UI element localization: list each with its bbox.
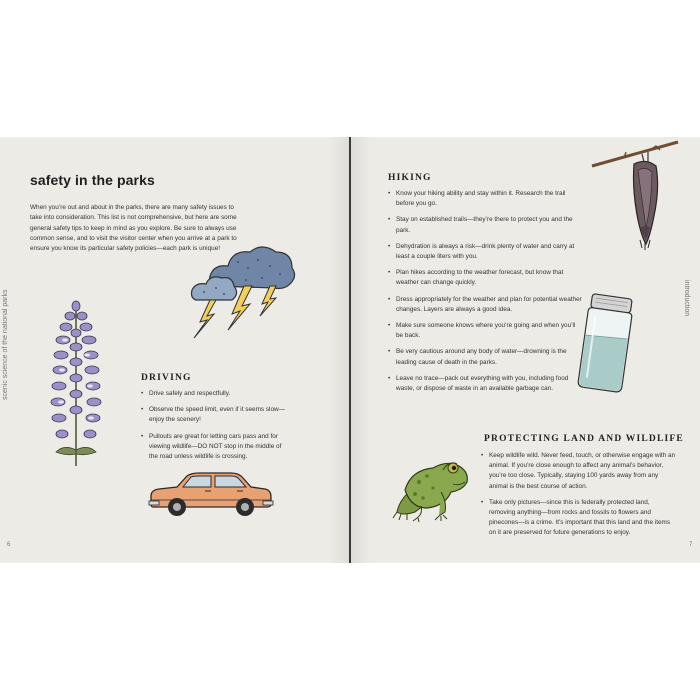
hiking-item: • Make sure someone knows where you’re going and when you’ll be back. [388,321,584,341]
storm-cloud-icon [188,238,300,338]
right-page-number: 7 [689,542,693,548]
page-title: safety in the parks [30,172,155,188]
protecting-list [481,451,677,545]
water-jar-icon [572,292,640,394]
hiking-item: • Leave no trace—pack out everything with you, including food waste, or dispose of waste in an available garbage can. [388,374,584,394]
right-running-head: introduction [683,280,690,317]
protecting-item: • Keep wildlife wild. Never feed, touch, or otherwise engage with an animal. If you’re close enough to affect any animal’s behavior, you’re too close. Typically, staying 100 yards away from any animal is the best course of action. [481,451,677,492]
left-running-head: scenic science of the national parks [2,289,9,400]
hiking-item: • Dehydration is always a risk—drink plenty of water and carry at least a couple liters with you. [388,242,584,262]
hiking-item: • Dress appropriately for the weather and plan for potential weather changes. Layers are always a good idea. [388,295,584,315]
driving-item: • Observe the speed limit, even if it seems slow—enjoy the scenery! [141,405,289,425]
driving-list [141,389,289,468]
car-icon [147,470,275,518]
driving-item: • Pullouts are great for letting cars pass and for viewing wildlife—DO NOT stop in the middle of the road unless wildlife is crossing. [141,432,289,463]
frog-icon [393,450,473,522]
lupine-flower-icon [46,300,106,468]
hiking-heading: HIKING [388,173,432,183]
driving-heading: DRIVING [141,373,192,383]
left-page-number: 6 [7,542,11,548]
driving-item: • Drive safely and respectfully. [141,389,289,399]
hiking-list [388,189,584,400]
hanging-bat-icon [590,140,680,250]
hiking-item: • Be very cautious around any body of water—drowning is the leading cause of death in the parks. [388,347,584,367]
protecting-item: • Take only pictures—since this is federally protected land, removing anything—from rocks and fossils to flowers and pinecones—is a crime. It’s important that this land and the items on it are preserved for future generations to enjoy. [481,498,677,539]
intro-paragraph: When you’re out and about in the parks, there are many safety issues to take into consideration. This list is not comprehensive, but here are some general safety tips to keep in mind as you explore. Be sure to always use common sense, and to visit the visitor center when you arrive at a park to ensure you know its particular safety policies—each park is unique! [30,204,237,253]
book-gutter [349,137,351,563]
protecting-heading: PROTECTING LAND AND WILDLIFE [484,434,684,444]
hiking-item: • Know your hiking ability and stay within it. Research the trail before you go. [388,189,584,209]
hiking-item: • Plan hikes according to the weather forecast, but know that weather can change quickly. [388,268,584,288]
hiking-item: • Stay on established trails—they’re there to protect you and the park. [388,215,584,235]
